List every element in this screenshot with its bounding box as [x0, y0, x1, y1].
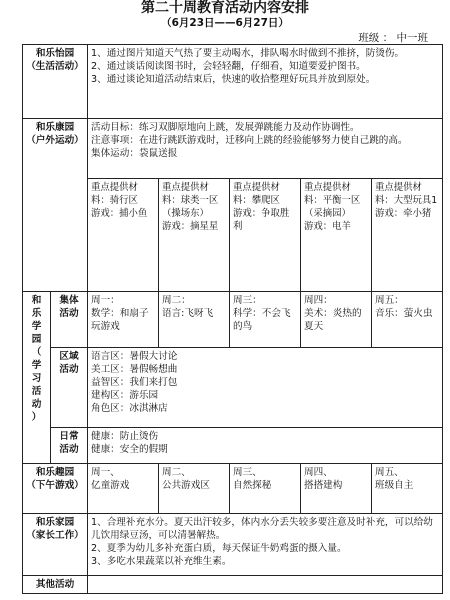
schedule-table	[22, 44, 443, 594]
health-notes: 注意事项：在进行跳跃游戏时，迁移向上跳的经验能够努力使自己跳的高。	[91, 135, 408, 146]
row-learning-collective	[23, 292, 443, 348]
health-goal: 活动目标：练习双脚原地向上跳，发展弹跳能力及动作协调性。	[91, 122, 360, 133]
health-goals	[88, 119, 443, 179]
learning-daily-label	[51, 428, 88, 464]
life-item: 1、通过图片知道天气热了要主动喝水，排队喝水时做到不推挤，防烫伤。	[91, 48, 405, 59]
fun-fri	[372, 464, 443, 514]
health-group-sport: 集体运动：袋鼠送报	[91, 148, 178, 159]
fun-tue	[159, 464, 230, 514]
class-label: 班级 ： 中一班	[358, 32, 428, 44]
health-area-text: 重点提供材料：球类一区（操场东） 游戏：摘星星	[162, 182, 219, 232]
health-area-text: 重点提供材料：攀爬区 游戏：争取胜利	[233, 182, 290, 232]
learning-area-label	[51, 348, 88, 428]
family-item: 1、合理补充水分。夏天出汗较多，体内水分丢失较多要注意及时补充，可以给幼儿饮用绿豆汤，可以清暑解热。	[91, 517, 433, 541]
row-other	[23, 576, 443, 594]
section-label-health	[23, 119, 88, 292]
family-item: 3、多吃水果蔬菜以补充维生素。	[91, 556, 232, 567]
section-label-other	[23, 576, 88, 594]
label-text: 日常 活动	[59, 431, 79, 455]
health-area-5	[372, 179, 443, 292]
learning-area-content	[88, 348, 443, 428]
area-item: 建构区：游乐园	[91, 390, 159, 401]
area-item: 语言区：暑假大讨论	[91, 351, 178, 362]
collective-tue	[159, 292, 230, 348]
section-label-family	[23, 514, 88, 576]
day-text: 周三： 科学：不会飞的鸟	[233, 295, 291, 332]
day-text: 周二、 公共游戏区	[162, 467, 210, 491]
row-learning-area	[23, 348, 443, 428]
health-area-3	[230, 179, 301, 292]
date-range: （6月23日——6月27日）	[161, 17, 289, 29]
label-text: 和乐家园 （家长工作）	[26, 517, 84, 541]
health-area-text: 重点提供材料：平衡一区（采摘园） 游戏：电羊	[304, 182, 361, 232]
family-content	[88, 514, 443, 576]
learning-daily-content	[88, 428, 443, 464]
day-text: 周三、 自然探秘	[233, 467, 272, 491]
family-item: 2、夏季为幼儿多补充蛋白质，每天保证牛奶鸡蛋的摄入量。	[91, 543, 347, 554]
row-life	[23, 45, 443, 119]
label-text: 和乐趣园 （下午游戏）	[26, 467, 84, 491]
fun-mon	[88, 464, 159, 514]
row-fun	[23, 464, 443, 514]
row-family	[23, 514, 443, 576]
row-health-goals	[23, 119, 443, 179]
day-text: 周四： 美术：炎热的夏天	[304, 295, 362, 332]
day-text: 周二： 语言:飞呀飞	[162, 295, 214, 319]
day-text: 周五、 班级自主	[375, 467, 414, 491]
collective-fri	[372, 292, 443, 348]
health-area-1	[88, 179, 159, 292]
day-text: 周一： 数学：和扇子玩游戏	[91, 295, 149, 332]
day-text: 周一、 亿童游戏	[91, 467, 130, 491]
learning-collective-label	[51, 292, 88, 348]
day-text: 周四、 搭搭建构	[304, 467, 343, 491]
life-content	[88, 45, 443, 119]
area-item: 角色区：冰淇淋店	[91, 403, 168, 414]
day-text: 周五： 音乐：萤火虫	[375, 295, 433, 319]
collective-wed	[230, 292, 301, 348]
label-text: 和乐康园 （户外运动）	[26, 122, 84, 146]
fun-wed	[230, 464, 301, 514]
row-learning-daily	[23, 428, 443, 464]
health-area-text: 重点提供材料：大型玩具1 游戏：牵小猪	[375, 182, 438, 219]
other-content	[88, 576, 443, 594]
area-item: 益智区：我们来打包	[91, 377, 178, 388]
label-text: 和乐怡园 （生活活动）	[26, 48, 84, 72]
page-title: 第二十周教育活动内容安排	[141, 0, 309, 16]
label-text: 区域 活动	[59, 351, 79, 375]
label-text: 和 乐 学 园 （ 学 习 活 动 ）	[31, 295, 42, 423]
health-area-2	[159, 179, 230, 292]
label-text: 其他活动	[35, 579, 75, 590]
area-item: 美工区：暑假畅想曲	[91, 364, 178, 375]
collective-mon	[88, 292, 159, 348]
health-area-text: 重点提供材料：骑行区 游戏：捕小鱼	[91, 182, 148, 219]
life-item: 3、通过谈论知道活动结束后，快速的收拾整理好玩具并放到原处。	[91, 74, 376, 85]
health-area-4	[301, 179, 372, 292]
section-label-fun	[23, 464, 88, 514]
fun-thu	[301, 464, 372, 514]
daily-item: 健康：防止烫伤	[91, 431, 159, 442]
section-label-life	[23, 45, 88, 119]
section-label-learning	[23, 292, 51, 464]
label-text: 集体 活动	[59, 295, 79, 319]
life-item: 2、通过谈话阅读图书时，会轻轻翻，仔细看，知道要爱护图书。	[91, 61, 366, 72]
collective-thu	[301, 292, 372, 348]
daily-item: 健康：安全的假期	[91, 444, 168, 455]
